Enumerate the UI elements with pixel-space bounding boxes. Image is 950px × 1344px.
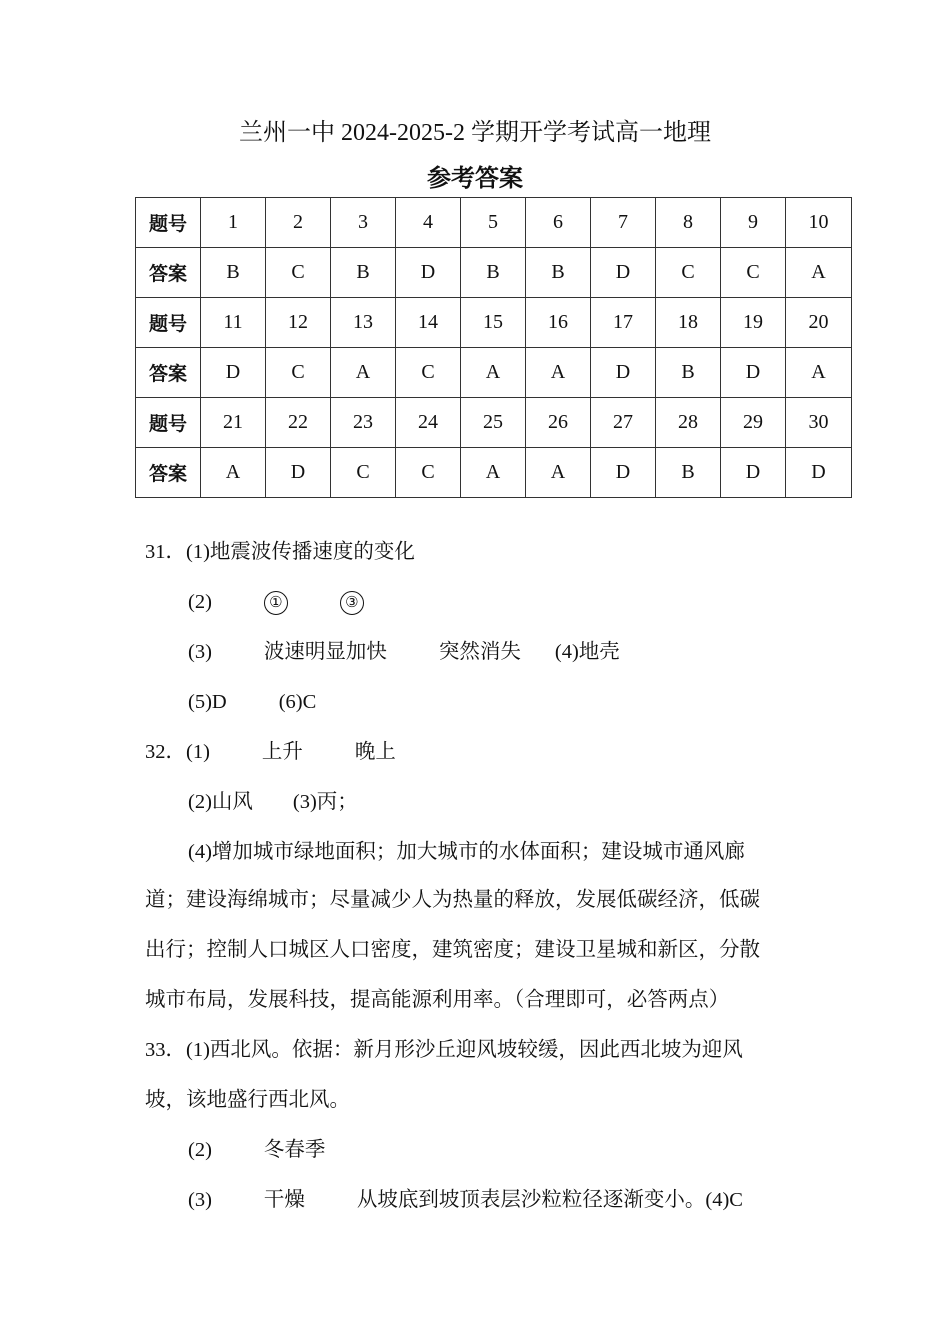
answer-cell: A (526, 348, 591, 398)
q31-l2-b: ③ (340, 591, 364, 615)
answer-cell: B (461, 248, 526, 298)
answer-cell: A (786, 348, 852, 398)
page-title: 兰州一中 2024-2025-2 学期开学考试高一地理 (239, 120, 711, 146)
answer-cell: B (201, 248, 266, 298)
question-number-row (136, 398, 852, 448)
answer-cell: A (461, 448, 526, 498)
answer-label-cell: 答案 (136, 248, 201, 298)
q33-l3-a: 干燥 (263, 1189, 305, 1211)
answer-cell: D (591, 348, 656, 398)
question-number-cell: 20 (786, 298, 852, 348)
answer-cell: B (526, 248, 591, 298)
question-number-cell: 17 (591, 298, 656, 348)
q32-line1 (145, 738, 396, 766)
question-number-cell: 15 (461, 298, 526, 348)
q33-l2-a: 冬春季 (263, 1139, 326, 1161)
answer-cell: D (721, 448, 786, 498)
question-number-cell: 18 (656, 298, 721, 348)
answer-cell: D (396, 248, 461, 298)
question-number-cell: 3 (331, 198, 396, 248)
q31-l2-a: ① (264, 591, 288, 615)
question-number-cell: 21 (201, 398, 266, 448)
question-number-cell: 25 (461, 398, 526, 448)
question-number-cell: 4 (396, 198, 461, 248)
question-number-cell: 9 (721, 198, 786, 248)
answer-cell: C (331, 448, 396, 498)
q31-l2-num: (2) (188, 591, 212, 613)
answer-cell: C (266, 248, 331, 298)
q32-line2 (188, 788, 358, 816)
answer-cell: C (656, 248, 721, 298)
q32-para-line1: (4)增加城市绿地面积；加大城市的水体面积；建设城市通风廊 (188, 841, 745, 863)
page-subtitle: 参考答案 (427, 166, 523, 192)
answer-cell: C (266, 348, 331, 398)
question-label-cell: 题号 (136, 398, 201, 448)
q31-l3-num: (3) (188, 641, 212, 663)
q32-l1-a: 上升 (261, 741, 303, 763)
q32-l2-a: (2)山风 (188, 791, 253, 813)
q31-l4-a: (5)D (188, 691, 227, 713)
question-number-cell: 19 (721, 298, 786, 348)
question-number-cell: 24 (396, 398, 461, 448)
answer-cell: D (721, 348, 786, 398)
question-number-cell: 22 (266, 398, 331, 448)
question-label-cell: 题号 (136, 298, 201, 348)
question-label-cell: 题号 (136, 198, 201, 248)
q33-para-line1: 33．(1)西北风。依据：新月形沙丘迎风坡较缓，因此西北坡为迎风 (145, 1039, 743, 1061)
question-number-cell: 6 (526, 198, 591, 248)
question-number-cell: 13 (331, 298, 396, 348)
q31-line3 (188, 638, 620, 666)
answer-table (135, 197, 852, 498)
q33-line2 (188, 1136, 325, 1164)
q33-l3-b: 从坡底到坡顶表层沙粒粒径逐渐变小。(4)C (356, 1189, 743, 1211)
answer-label-cell: 答案 (136, 448, 201, 498)
question-number-cell: 11 (201, 298, 266, 348)
question-number-cell: 8 (656, 198, 721, 248)
answer-row (136, 248, 852, 298)
question-number-cell: 14 (396, 298, 461, 348)
answer-label-cell: 答案 (136, 348, 201, 398)
answer-cell: D (201, 348, 266, 398)
answer-cell: C (396, 348, 461, 398)
answer-cell: B (331, 248, 396, 298)
answer-cell: A (201, 448, 266, 498)
question-number-row (136, 198, 852, 248)
question-number-cell: 29 (721, 398, 786, 448)
q33-l3-num: (3) (188, 1189, 212, 1211)
question-number-cell: 26 (526, 398, 591, 448)
q33-l2-num: (2) (188, 1139, 212, 1161)
answer-cell: B (656, 348, 721, 398)
question-number-cell: 30 (786, 398, 852, 448)
question-number-cell: 7 (591, 198, 656, 248)
q31-l3-a: 波速明显加快 (263, 641, 387, 663)
answer-cell: A (461, 348, 526, 398)
q32-l2-b: (3)丙； (292, 791, 358, 813)
question-number-cell: 5 (461, 198, 526, 248)
q31-l3-b: 突然消失 (438, 641, 521, 663)
answer-cell: A (331, 348, 396, 398)
answer-cell: A (786, 248, 852, 298)
answer-row (136, 448, 852, 498)
q31-line1: 31．(1)地震波传播速度的变化 (145, 541, 415, 563)
q33-para-line2: 坡，该地盛行西北风。 (145, 1089, 350, 1111)
question-number-cell: 28 (656, 398, 721, 448)
answer-cell: C (396, 448, 461, 498)
answer-row (136, 348, 852, 398)
question-number-cell: 27 (591, 398, 656, 448)
q31-l4-b: (6)C (278, 691, 317, 713)
q32-para-line4: 城市布局，发展科技，提高能源利用率。（合理即可，必答两点） (145, 989, 730, 1011)
q31-l3-c: (4)地壳 (554, 641, 620, 663)
question-number-cell: 16 (526, 298, 591, 348)
q31-line2 (188, 588, 364, 616)
q32-para-line3: 出行；控制人口城区人口密度，建筑密度；建设卫星城和新区，分散 (145, 939, 760, 961)
question-number-cell: 1 (201, 198, 266, 248)
question-number-cell: 23 (331, 398, 396, 448)
question-number-cell: 2 (266, 198, 331, 248)
question-number-cell: 12 (266, 298, 331, 348)
answer-cell: B (656, 448, 721, 498)
answer-cell: C (721, 248, 786, 298)
answer-cell: A (526, 448, 591, 498)
answer-cell: D (591, 248, 656, 298)
question-number-row (136, 298, 852, 348)
q33-line3 (188, 1186, 743, 1214)
answer-cell: D (786, 448, 852, 498)
q32-l1-num: 32．(1) (145, 741, 210, 763)
question-number-cell: 10 (786, 198, 852, 248)
answer-cell: D (591, 448, 656, 498)
q31-line4 (188, 688, 316, 716)
answer-cell: D (266, 448, 331, 498)
q32-para-line2: 道；建设海绵城市；尽量减少人为热量的释放，发展低碳经济，低碳 (145, 889, 760, 911)
q32-l1-b: 晚上 (354, 741, 396, 763)
